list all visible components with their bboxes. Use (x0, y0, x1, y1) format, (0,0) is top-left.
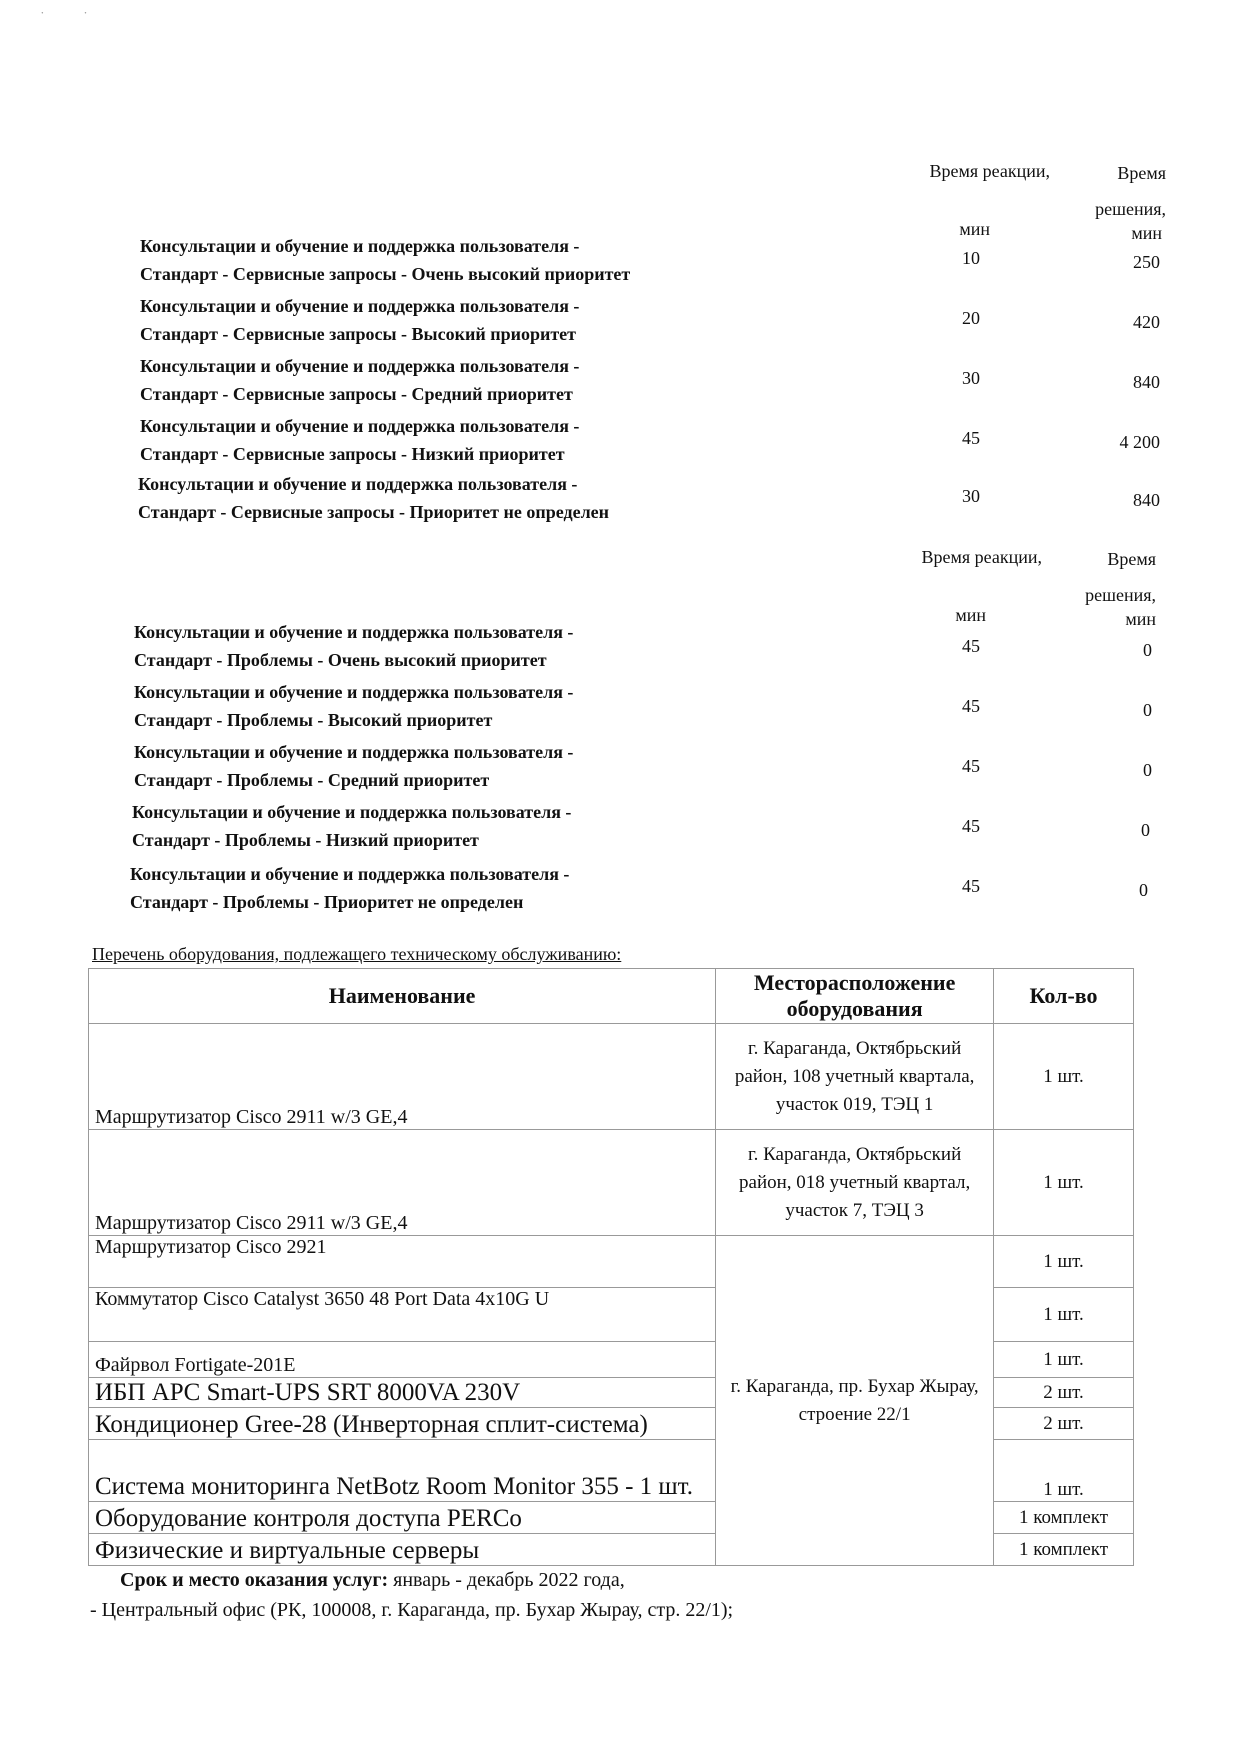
item-qty: 2 шт. (994, 1408, 1134, 1440)
table-row (89, 1236, 1134, 1288)
sla2-row-1-name: Консультации и обучение и поддержка пользователя - Стандарт - Проблемы - Очень высокий приоритет (134, 622, 574, 670)
header-location: Месторасположение оборудования (716, 969, 994, 1024)
item-qty: 1 шт. (994, 1024, 1134, 1130)
sla2-row-5-reaction: 45 (962, 876, 980, 896)
reaction-header-2: Время реакции, (921, 547, 1042, 567)
item-qty: 1 комплект (994, 1534, 1134, 1566)
item-location: г. Караганда, Октябрьский район, 018 учетный квартал, участок 7, ТЭЦ 3 (716, 1130, 994, 1236)
reaction-header: Время реакции, (929, 161, 1050, 181)
item-location: г. Караганда, пр. Бухар Жырау, строение 22/1 (716, 1236, 994, 1566)
sla2-row-2-name: Консультации и обучение и поддержка пользователя - Стандарт - Проблемы - Высокий приоритет (134, 682, 574, 730)
sla2-row-1-reaction: 45 (962, 636, 980, 656)
item-name: Маршрутизатор Cisco 2911 w/3 GE,4 (89, 1130, 716, 1236)
item-name: ИБП APC Smart-UPS SRT 8000VA 230V (89, 1378, 716, 1408)
sla2-row-3-name: Консультации и обучение и поддержка пользователя - Стандарт - Проблемы - Средний приоритет (134, 742, 574, 790)
sla-row-4-reaction: 45 (962, 428, 980, 448)
sla2-row-3-resolution: 0 (1143, 760, 1152, 780)
item-qty: 1 шт. (994, 1342, 1134, 1378)
service-term-value: январь - декабрь 2022 года, (388, 1569, 625, 1591)
sla-row-2-name: Консультации и обучение и поддержка пользователя - Стандарт - Сервисные запросы - Высокий приоритет (140, 296, 580, 344)
item-qty: 1 шт. (994, 1236, 1134, 1288)
resolution-unit: мин (1131, 223, 1162, 243)
sla-row-4-name: Консультации и обучение и поддержка пользователя - Стандарт - Сервисные запросы - Низкий приоритет (140, 416, 580, 464)
sla-row-3-reaction: 30 (962, 368, 980, 388)
table-row (89, 1024, 1134, 1130)
service-term (120, 1566, 625, 1594)
sla2-row-4-reaction: 45 (962, 816, 980, 836)
sla-row-5-name: Консультации и обучение и поддержка пользователя - Стандарт - Сервисные запросы - Приоритет не определен (138, 474, 610, 522)
sla2-row-3-reaction: 45 (962, 756, 980, 776)
item-name: Файрвол Fortigate-201E (89, 1342, 716, 1378)
resolution-unit-2: мин (1125, 609, 1156, 629)
header-qty: Кол-во (994, 969, 1134, 1024)
resolution-header-b: решения, (1095, 199, 1166, 219)
sla-row-4-resolution: 4 200 (1119, 432, 1160, 452)
item-location: г. Караганда, Октябрьский район, 108 учетный квартала, участок 019, ТЭЦ 1 (716, 1024, 994, 1130)
item-qty: 1 шт. (994, 1130, 1134, 1236)
item-qty: 1 комплект (994, 1502, 1134, 1534)
sla-row-2-resolution: 420 (1133, 312, 1160, 332)
scan-artifact: ˙ ˙ (40, 10, 88, 25)
sla-row-3-resolution: 840 (1133, 372, 1160, 392)
sla-row-5-reaction: 30 (962, 486, 980, 506)
table-header-row (89, 969, 1134, 1024)
item-name: Маршрутизатор Cisco 2921 (89, 1236, 716, 1288)
resolution-header-2a: Время (1107, 549, 1156, 569)
sla2-row-2-resolution: 0 (1143, 700, 1152, 720)
reaction-unit: мин (959, 219, 990, 239)
item-name: Система мониторинга NetBotz Room Monitor 355 - 1 шт. (89, 1440, 716, 1502)
resolution-header-a: Время (1117, 163, 1166, 183)
sla2-row-1-resolution: 0 (1143, 640, 1152, 660)
item-name: Оборудование контроля доступа PERCo (89, 1502, 716, 1534)
sla-row-3-name: Консультации и обучение и поддержка пользователя - Стандарт - Сервисные запросы - Средний приоритет (140, 356, 580, 404)
equipment-table (88, 968, 1134, 1566)
sla2-row-5-resolution: 0 (1139, 880, 1148, 900)
item-qty: 1 шт. (994, 1440, 1134, 1502)
sla-row-1-name: Консультации и обучение и поддержка пользователя - Стандарт - Сервисные запросы - Очень высокий приоритет (140, 236, 631, 284)
sla-row-5-resolution: 840 (1133, 490, 1160, 510)
header-name: Наименование (89, 969, 716, 1024)
item-qty: 1 шт. (994, 1288, 1134, 1342)
sla2-row-5-name: Консультации и обучение и поддержка пользователя - Стандарт - Проблемы - Приоритет не определен (130, 864, 570, 912)
item-qty: 2 шт. (994, 1378, 1134, 1408)
sla2-row-2-reaction: 45 (962, 696, 980, 716)
sla-row-2-reaction: 20 (962, 308, 980, 328)
sla-row-1-reaction: 10 (962, 248, 980, 268)
office-address: - Центральный офис (РК, 100008, г. Караганда, пр. Бухар Жырау, стр. 22/1); (90, 1599, 734, 1621)
item-name: Физические и виртуальные серверы (89, 1534, 716, 1566)
sla2-row-4-resolution: 0 (1141, 820, 1150, 840)
sla-row-1-resolution: 250 (1133, 252, 1160, 272)
table-row (89, 1130, 1134, 1236)
equipment-list-title: Перечень оборудования, подлежащего техническому обслуживанию: (92, 944, 622, 964)
item-name: Коммутатор Cisco Catalyst 3650 48 Port Data 4x10G U (89, 1288, 716, 1342)
item-name: Маршрутизатор Cisco 2911 w/3 GE,4 (89, 1024, 716, 1130)
reaction-unit-2: мин (955, 605, 986, 625)
sla2-row-4-name: Консультации и обучение и поддержка пользователя - Стандарт - Проблемы - Низкий приоритет (132, 802, 572, 850)
service-term-label: Срок и место оказания услуг: (120, 1569, 389, 1591)
item-name: Кондиционер Gree-28 (Инверторная сплит-система) (89, 1408, 716, 1440)
resolution-header-2b: решения, (1085, 585, 1156, 605)
